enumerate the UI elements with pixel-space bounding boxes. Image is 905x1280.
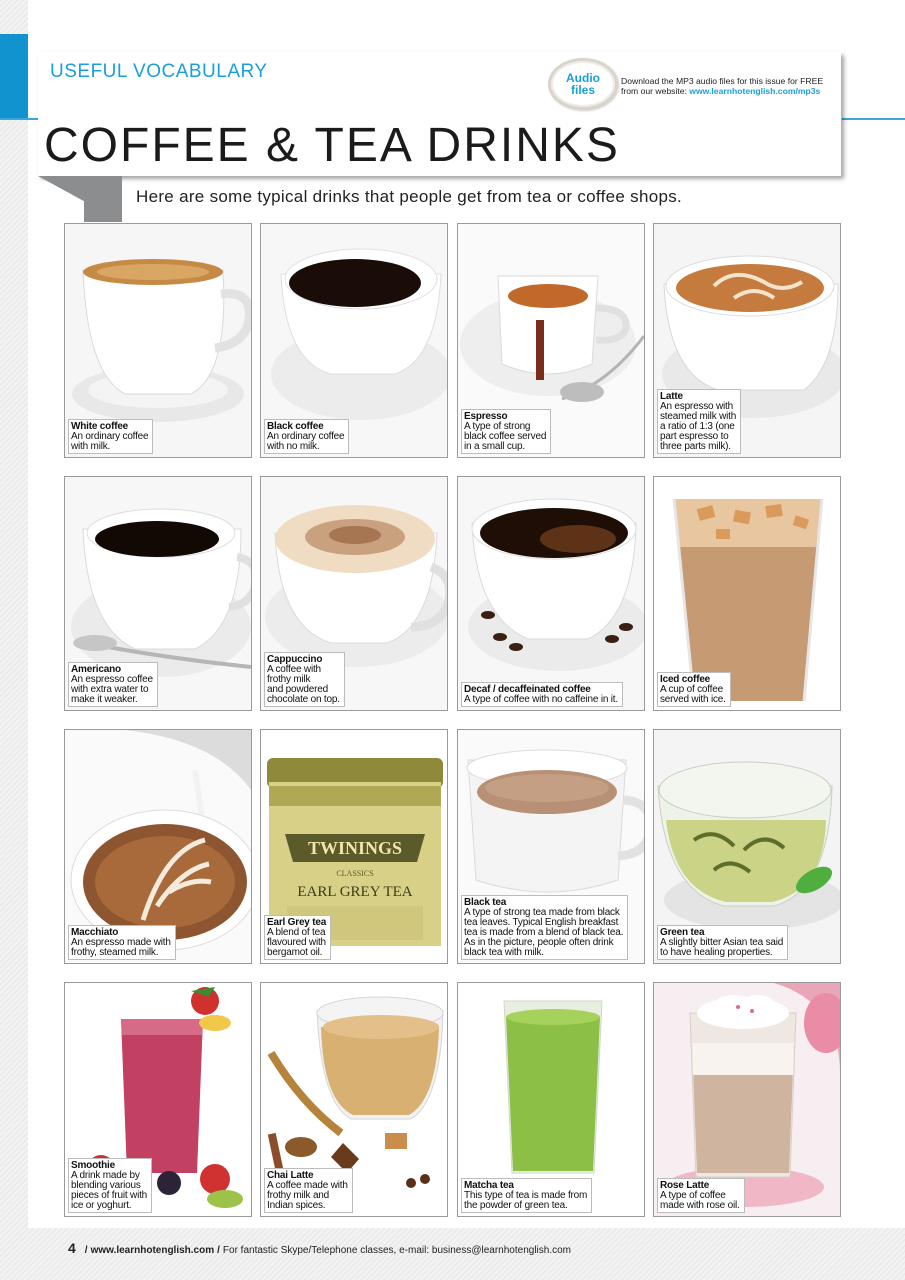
drink-caption: [461, 409, 551, 454]
drink-card-black-tea: [457, 729, 645, 964]
drink-card-smoothie: [64, 982, 252, 1217]
drink-description: An espresso coffee with extra water to make it weaker.: [71, 674, 153, 705]
drink-name: White coffee: [71, 421, 129, 432]
drink-card-chai-latte: [260, 982, 448, 1217]
header-panel: [38, 52, 841, 176]
drink-caption: [461, 895, 628, 960]
download-note: [621, 76, 837, 96]
audio-files-badge[interactable]: [548, 58, 618, 110]
page-number: 4: [68, 1240, 76, 1256]
drink-caption: [461, 1178, 592, 1213]
drink-card-espresso: [457, 223, 645, 458]
drink-card-americano: [64, 476, 252, 711]
drink-card-matcha-tea: [457, 982, 645, 1217]
drink-description: This type of tea is made from the powder of green tea.: [464, 1190, 588, 1211]
drink-description: A type of coffee made with rose oil.: [660, 1190, 740, 1211]
drink-description: An espresso made with frothy, steamed milk.: [71, 937, 171, 958]
drink-caption: [461, 682, 623, 707]
footer-contact-text: For fantastic Skype/Telephone classes, e-mail: business@learnhotenglish.com: [222, 1245, 572, 1256]
drink-name: Black tea: [464, 897, 507, 908]
download-link[interactable]: www.learnhotenglish.com/mp3s: [689, 86, 821, 96]
tin-label-text: EARL GREY TEA: [297, 884, 413, 900]
drink-card-green-tea: [653, 729, 841, 964]
drink-name: Decaf / decaffeinated coffee: [464, 684, 591, 695]
drink-name: Smoothie: [71, 1160, 115, 1171]
drink-description: An ordinary coffee with milk.: [71, 431, 149, 452]
drink-description: A coffee with frothy milk and powdered chocolate on top.: [267, 664, 340, 705]
drink-description: A type of coffee with no caffeine in it.: [464, 694, 618, 705]
footer-separator: /: [84, 1245, 88, 1256]
drink-name: Americano: [71, 664, 121, 675]
drink-name: Latte: [660, 391, 683, 402]
intro-text: Here are some typical drinks that people get from tea or coffee shops.: [136, 187, 683, 206]
drink-name: Black coffee: [267, 421, 324, 432]
drink-caption: [264, 419, 349, 454]
drink-caption: [657, 672, 731, 707]
drink-card-white-coffee: [64, 223, 252, 458]
drink-name: Earl Grey tea: [267, 917, 327, 928]
drink-card-rose-latte: [653, 982, 841, 1217]
accent-rule-left: [0, 118, 38, 120]
drink-name: Green tea: [660, 927, 705, 938]
download-text: Download the MP3 audio files for this issue for FREE from our website:: [621, 76, 824, 96]
page-footer: [68, 1240, 571, 1256]
page-title: COFFEE & TEA DRINKS: [44, 119, 620, 172]
accent-rule-right: [842, 118, 905, 120]
drink-caption: [264, 1168, 353, 1213]
drink-description: A slightly bitter Asian tea said to have healing properties.: [660, 937, 784, 958]
drink-name: Cappuccino: [267, 654, 323, 665]
drink-name: Iced coffee: [660, 674, 711, 685]
drink-card-earl-grey-tea: [260, 729, 448, 964]
drink-name: Chai Latte: [267, 1170, 314, 1181]
drink-description: A type of strong tea made from black tea leaves. Typical English breakfast tea is made from a blend of black tea. As in the picture, people often drink black tea with milk.: [464, 907, 624, 958]
drink-caption: [68, 662, 158, 707]
drink-card-latte: [653, 223, 841, 458]
footer-website-link[interactable]: www.learnhotenglish.com: [90, 1245, 215, 1256]
side-accent-tab: [0, 34, 28, 120]
drink-description: An espresso with steamed milk with a ratio of 1:3 (one part espresso to three parts milk).: [660, 401, 737, 452]
drink-caption: [68, 1158, 152, 1213]
drink-description: A type of strong black coffee served in a small cup.: [464, 421, 547, 452]
header-fold-block: [84, 176, 122, 222]
drink-name: Rose Latte: [660, 1180, 710, 1191]
drink-description: A coffee made with frothy milk and Indian spices.: [267, 1180, 348, 1211]
drink-name: Macchiato: [71, 927, 119, 938]
drink-caption: [68, 925, 176, 960]
drink-caption: [657, 1178, 745, 1213]
drink-caption: [68, 419, 153, 454]
drink-name: Matcha tea: [464, 1180, 514, 1191]
tin-classics-text: CLASSICS: [336, 869, 374, 878]
section-label: USEFUL VOCABULARY: [50, 61, 268, 82]
drink-description: A drink made by blending various pieces of fruit with ice or yoghurt.: [71, 1170, 148, 1211]
audio-badge-label: Audio files: [566, 71, 600, 97]
drink-caption: [657, 389, 741, 454]
drink-description: An ordinary coffee with no milk.: [267, 431, 345, 452]
drink-caption: [264, 652, 345, 707]
tin-brand-text: TWININGS: [307, 838, 403, 858]
drink-card-iced-coffee: [653, 476, 841, 711]
drink-description: A blend of tea flavoured with bergamot oil.: [267, 927, 326, 958]
footer-separator: /: [217, 1245, 220, 1256]
drink-name: Espresso: [464, 411, 508, 422]
drink-description: A cup of coffee served with ice.: [660, 684, 726, 705]
drink-caption: [264, 915, 331, 960]
drink-card-decaf-coffee: [457, 476, 645, 711]
drink-card-black-coffee: [260, 223, 448, 458]
drink-card-macchiato: [64, 729, 252, 964]
decaf-coffee-icon: [458, 477, 644, 710]
drink-caption: [657, 925, 788, 960]
drink-card-cappuccino: [260, 476, 448, 711]
